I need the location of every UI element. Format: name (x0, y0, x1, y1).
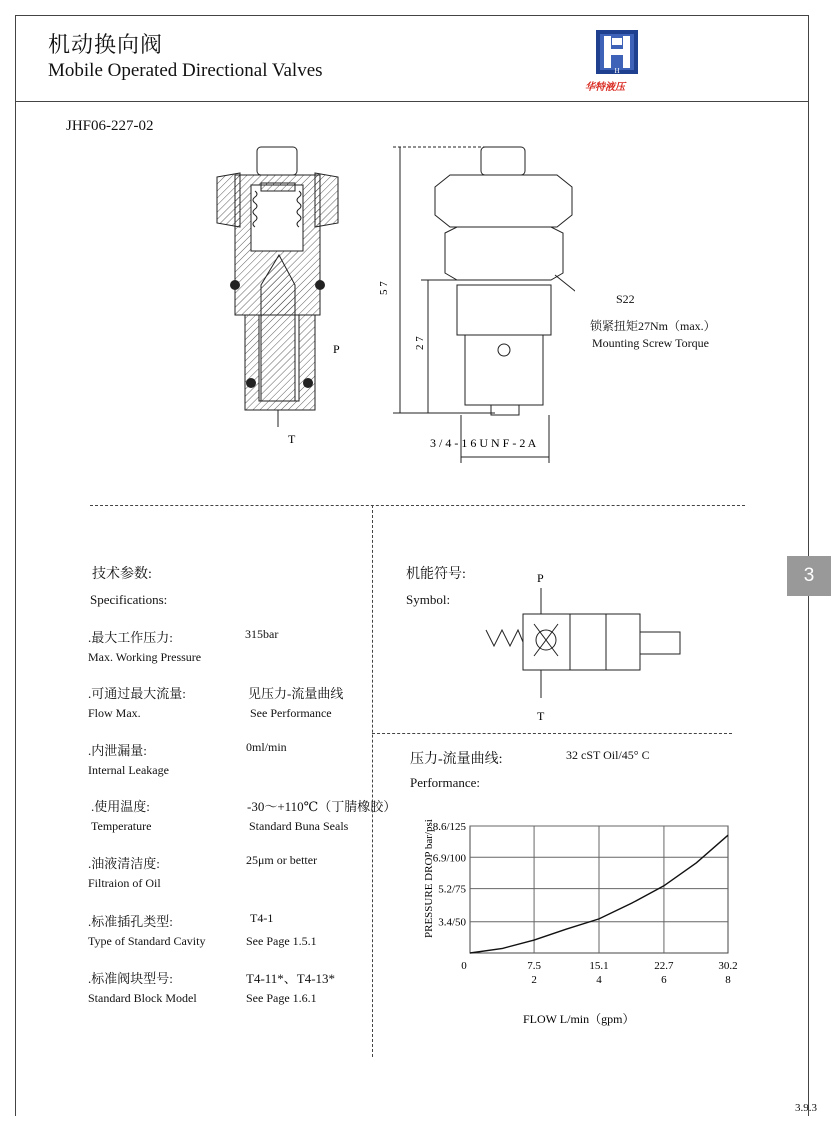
ext-port-hole (498, 344, 510, 356)
hex-leader-line (555, 275, 575, 303)
spring-chamber (251, 185, 303, 251)
spec-value-2: See Page 1.6.1 (246, 991, 317, 1005)
chart-xlabel: FLOW L/min（gpm） (523, 1012, 635, 1026)
torque-en: Mounting Screw Torque (592, 336, 709, 350)
section-divider (90, 505, 745, 506)
x-tick-label-lpm: 0 (461, 960, 467, 972)
valve-symbol (480, 570, 690, 730)
symbol-box-2 (570, 614, 640, 670)
spec-value: T4-1 (250, 911, 274, 925)
performance-chart (410, 808, 750, 1038)
chart-ylabel: PRESSURE DROP bar/psi (423, 819, 435, 938)
y-tick-label: 8.6/125 (432, 821, 466, 833)
logo-top (612, 38, 622, 45)
drawing-port-t: T (288, 432, 296, 446)
spring-seat (261, 183, 295, 191)
dim-27: 2 7 (414, 336, 426, 350)
thread-spec: 3 / 4 - 1 6 U N F - 2 A (430, 436, 537, 450)
model-number: JHF06-227-02 (66, 118, 154, 134)
page-number: 3.9.3 (795, 1102, 817, 1114)
spec-value-2: Standard Buna Seals (249, 819, 349, 833)
spec-label-en: Max. Working Pressure (88, 650, 202, 664)
spec-label-cn: .内泄漏量: (88, 743, 147, 758)
spec-label-cn: .使用温度: (91, 799, 150, 814)
y-tick-label: 5.2/75 (438, 883, 466, 896)
symbol-divider (372, 733, 732, 734)
spec-label-en: Type of Standard Cavity (88, 934, 206, 948)
y-tick-labels (433, 821, 467, 929)
x-tick-label-lpm: 15.1 (589, 960, 609, 972)
o-ring-left (230, 280, 240, 290)
spec-value: 0ml/min (246, 740, 287, 754)
spec-value-2: See Page 1.5.1 (246, 934, 317, 948)
spec-label-en: Temperature (91, 819, 152, 833)
symbol-heading-cn: 机能符号: (406, 567, 466, 582)
spec-value: -30～+110℃（丁腈橡胶） (247, 799, 397, 814)
x-tick-label-lpm: 22.7 (654, 960, 674, 972)
spec-value: 见压力-流量曲线 (248, 686, 344, 701)
valve-drawing (195, 135, 575, 465)
specs-heading-cn: 技术参数: (92, 567, 152, 582)
spec-label-cn: .油液清洁度: (88, 856, 160, 871)
o-ring-lower-left (246, 378, 256, 388)
ext-cap (481, 147, 525, 175)
spec-label-en: Internal Leakage (88, 763, 169, 777)
spool (261, 255, 295, 401)
title-en: Mobile Operated Directional Valves (48, 60, 323, 81)
drawing-port-p: P (333, 342, 340, 356)
torque-cn: 锁紧扭矩27Nm（max.） (590, 319, 716, 333)
spec-label-en: Flow Max. (88, 706, 141, 720)
symbol-port-p: P (537, 571, 544, 585)
ext-hex (445, 227, 563, 280)
title-cn: 机动换向阀 (48, 32, 164, 57)
spec-label-en: Standard Block Model (88, 991, 197, 1005)
company-logo (592, 28, 642, 78)
o-ring-lower-right (303, 378, 313, 388)
logo-bar-mid (604, 49, 630, 55)
x-tick-label-gpm: 6 (661, 974, 667, 986)
y-tick-label: 3.4/50 (438, 916, 466, 929)
spec-label-cn: .最大工作压力: (88, 630, 173, 645)
performance-heading-en: Performance: (410, 775, 481, 790)
ext-locknut (435, 175, 572, 227)
symbol-heading-en: Symbol: (406, 592, 451, 607)
section-tab: 3 (787, 556, 831, 596)
logo-letter: H (614, 67, 620, 75)
chart-grid (470, 826, 728, 953)
spec-value-2: See Performance (250, 706, 332, 720)
dim-57: 5 7 (378, 281, 390, 295)
x-tick-labels (461, 960, 737, 986)
spec-label-cn: .标准插孔类型: (88, 914, 173, 929)
spec-value: 25μm or better (246, 853, 318, 867)
specs-heading-en: Specifications: (90, 592, 168, 607)
plunger-cap (257, 147, 297, 175)
ext-tip (491, 405, 519, 415)
performance-heading-cn: 压力-流量曲线: (410, 752, 503, 767)
plunger-symbol (640, 632, 680, 654)
ext-thread (457, 285, 551, 335)
x-tick-label-gpm: 4 (596, 974, 602, 986)
spec-label-en: Filtraion of Oil (88, 876, 161, 890)
hex-size: S22 (616, 292, 635, 306)
spec-label-cn: .可通过最大流量: (88, 686, 186, 701)
symbol-port-t: T (537, 709, 545, 723)
x-tick-label-lpm: 30.2 (718, 960, 738, 972)
o-ring-right (315, 280, 325, 290)
section-view (217, 147, 340, 446)
performance-condition: 32 cST Oil/45° C (566, 748, 650, 762)
logo-text: 华特液压 (585, 82, 625, 93)
y-tick-label: 6.9/100 (432, 852, 466, 865)
header-divider (15, 101, 808, 102)
x-tick-label-gpm: 2 (531, 974, 537, 986)
x-tick-label-lpm: 7.5 (527, 960, 541, 972)
x-tick-label-gpm: 8 (725, 974, 731, 986)
spring-symbol (486, 630, 523, 646)
spec-label-cn: .标准阀块型号: (88, 971, 173, 986)
spec-value: T4-11*、T4-13* (246, 971, 336, 986)
column-divider (372, 505, 373, 1057)
external-view (378, 147, 575, 463)
spec-value: 315bar (245, 627, 279, 641)
